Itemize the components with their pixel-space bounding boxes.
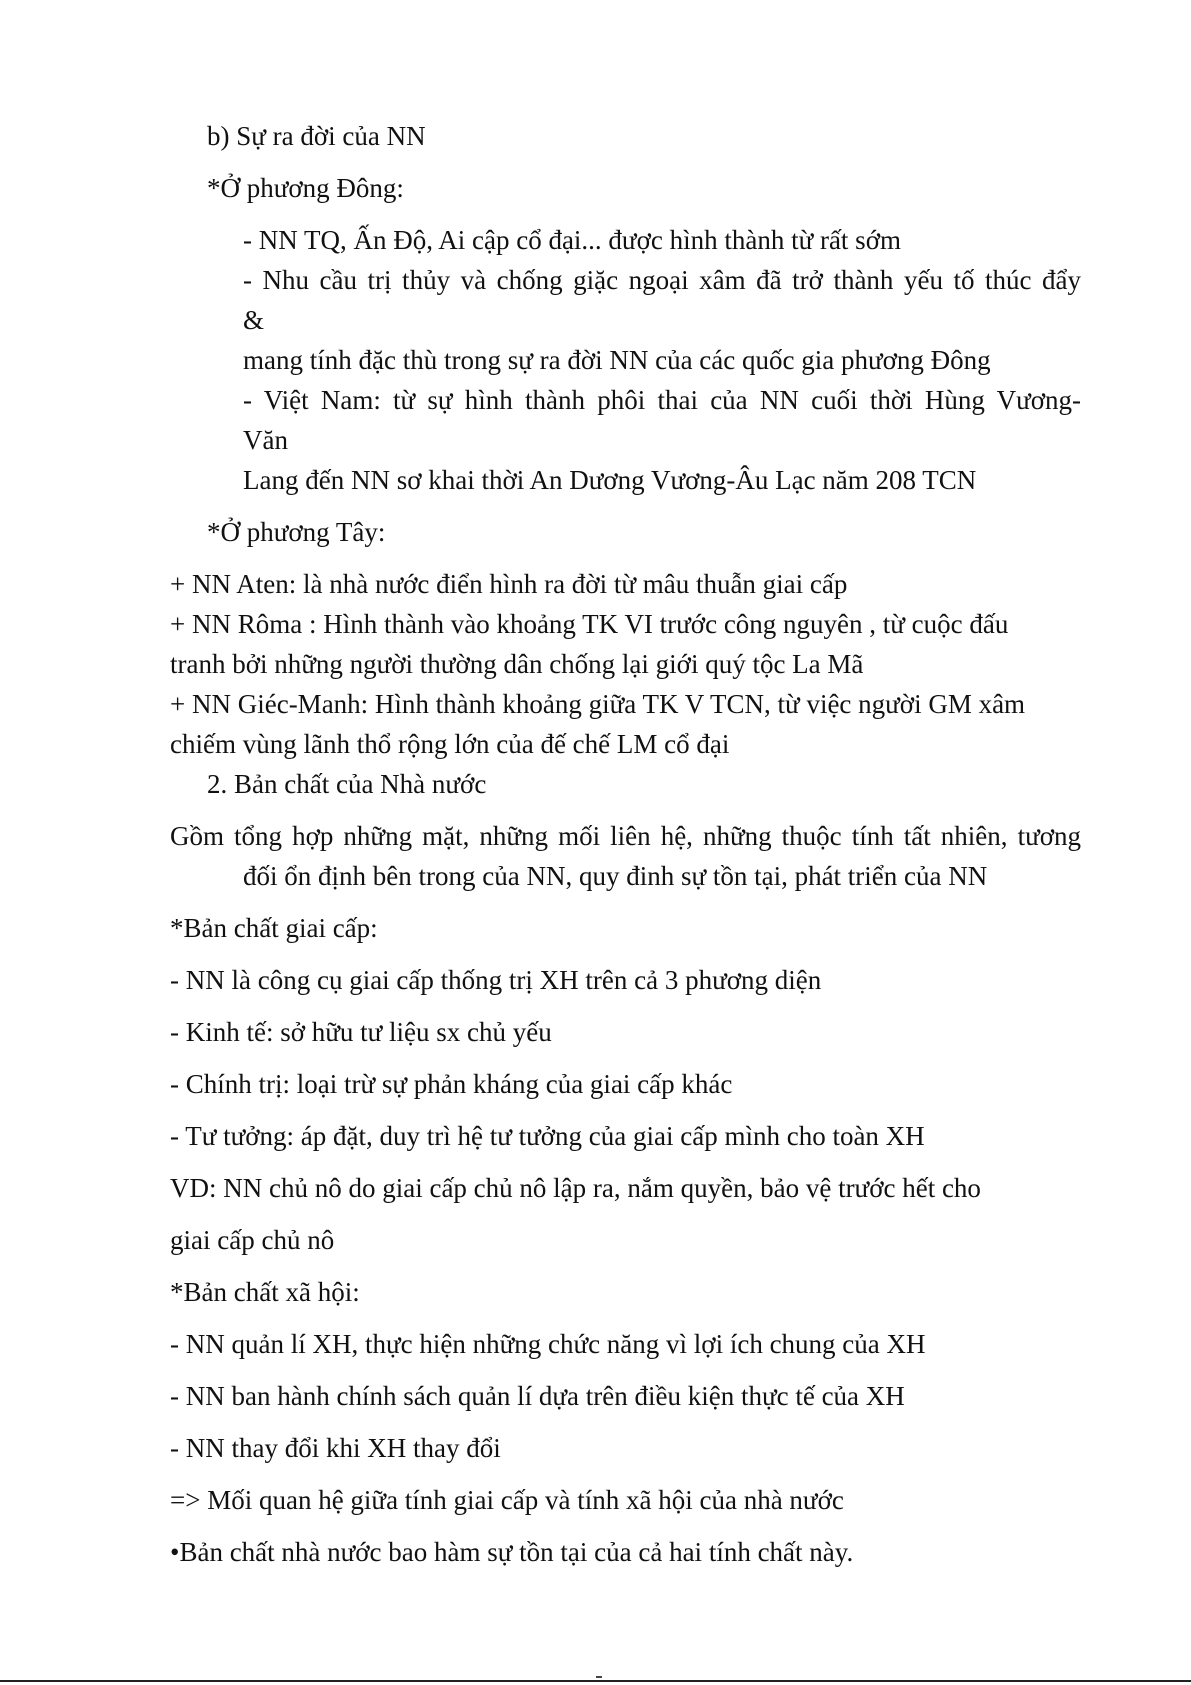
class-nature-line: - Kinh tế: sở hữu tư liệu sx chủ yếu: [170, 1017, 552, 1047]
class-nature-line: giai cấp chủ nô: [170, 1225, 335, 1255]
definition-line: đối ổn định bên trong của NN, quy đinh sự tồn tại, phát triển của NN: [243, 861, 988, 891]
section-2-heading: 2. Bản chất của Nhà nước: [207, 769, 487, 799]
west-heading: *Ở phương Tây:: [207, 517, 386, 547]
east-line: Lang đến NN sơ khai thời An Dương Vương-Âu Lạc năm 208 TCN: [243, 465, 977, 495]
relation-line: => Mối quan hệ giữa tính giai cấp và tính xã hội của nhà nước: [170, 1485, 844, 1515]
definition-line: Gồm tổng hợp những mặt, những mối liên hệ, những thuộc tính tất nhiên, tương: [170, 821, 1081, 851]
page-bottom-rule: [0, 1680, 1191, 1682]
west-line: + NN Aten: là nhà nước điển hình ra đời từ mâu thuẫn giai cấp: [170, 569, 848, 599]
west-line: chiếm vùng lãnh thổ rộng lớn của đế chế LM cổ đại: [170, 729, 730, 759]
page-bottom-tick: [596, 1676, 602, 1678]
class-nature-line: VD: NN chủ nô do giai cấp chủ nô lập ra, nắm quyền, bảo vệ trước hết cho: [170, 1173, 981, 1203]
west-line: + NN Rôma : Hình thành vào khoảng TK VI trước công nguyên , từ cuộc đấu: [170, 609, 1009, 639]
east-line: &: [243, 305, 265, 335]
class-nature-line: - Chính trị: loại trừ sự phản kháng của giai cấp khác: [170, 1069, 733, 1099]
section-b-heading: b) Sự ra đời của NN: [207, 121, 426, 151]
class-nature-heading: *Bản chất giai cấp:: [170, 913, 378, 943]
east-line: Văn: [243, 425, 288, 455]
class-nature-line: - NN là công cụ giai cấp thống trị XH trên cả 3 phương diện: [170, 965, 822, 995]
social-nature-line: - NN ban hành chính sách quản lí dựa trên điều kiện thực tế của XH: [170, 1381, 905, 1411]
conclusion-line: •Bản chất nhà nước bao hàm sự tồn tại của cả hai tính chất này.: [170, 1537, 854, 1567]
east-line: - Nhu cầu trị thủy và chống giặc ngoại xâm đã trở thành yếu tố thúc đẩy: [243, 265, 1081, 295]
east-heading: *Ở phương Đông:: [207, 173, 404, 203]
social-nature-heading: *Bản chất xã hội:: [170, 1277, 360, 1307]
east-line: mang tính đặc thù trong sự ra đời NN của các quốc gia phương Đông: [243, 345, 991, 375]
west-line: + NN Giéc-Manh: Hình thành khoảng giữa TK V TCN, từ việc người GM xâm: [170, 689, 1026, 719]
class-nature-line: - Tư tưởng: áp đặt, duy trì hệ tư tưởng của giai cấp mình cho toàn XH: [170, 1121, 925, 1151]
east-line: - Việt Nam: từ sự hình thành phôi thai của NN cuối thời Hùng Vương-: [243, 385, 1081, 415]
east-line: - NN TQ, Ấn Độ, Ai cập cổ đại... được hình thành từ rất sớm: [243, 225, 901, 255]
west-line: tranh bởi những người thường dân chống lại giới quý tộc La Mã: [170, 649, 864, 679]
social-nature-line: - NN quản lí XH, thực hiện những chức năng vì lợi ích chung của XH: [170, 1329, 926, 1359]
social-nature-line: - NN thay đổi khi XH thay đổi: [170, 1433, 501, 1463]
